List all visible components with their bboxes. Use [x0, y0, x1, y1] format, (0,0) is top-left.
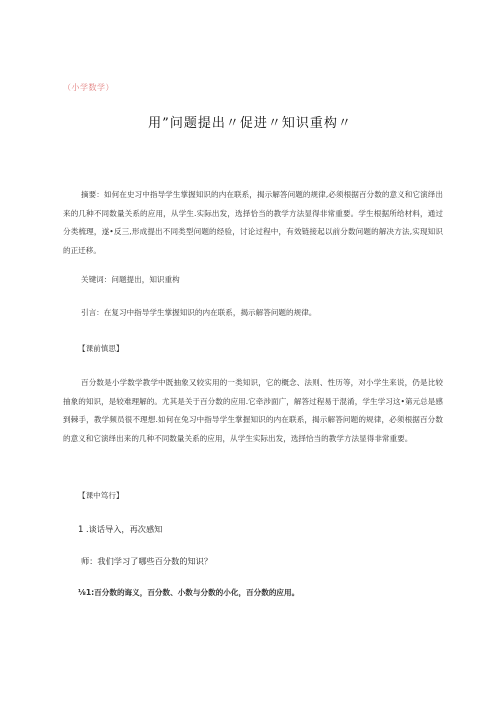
list-item-number: 1: [78, 525, 84, 535]
section-heading-in-class: 【课中笃行】: [78, 491, 124, 500]
student-line: ⅛1:百分数的诲义，百分数、小数与分数的小化，百分数的应用。: [78, 588, 300, 597]
list-item-text: .谈话导入，再次感知: [86, 524, 163, 534]
subject-tag: （小学数学）: [63, 83, 114, 92]
teacher-line: 师：我们学习了哪些百分数的知识？: [81, 556, 213, 566]
article-title: 用”问题提出〃促进〃知识重构〃: [148, 116, 352, 131]
section-heading-pre-class: 【课前慎思】: [78, 344, 124, 353]
list-item-1: [78, 523, 162, 536]
intro-line: 引言：在复习中指导学生掌握知识的内在联系，揭示解答问题的规律。: [81, 308, 317, 317]
keywords-line: 关键词：问题提出，知识重构: [81, 275, 180, 284]
pre-class-paragraph: 百分数是小学数学教学中既抽象又较实用的一类知识，它的概念、法则、性历等，对小学生来说，仍是比较抽象的知识，是较难理解的。尤其是关于百分数的应用.它牵涉面广，解答过程易于混淆，学生学习这•第元总是感到棘手，教学频员很不理想.如何在兔习中指导学生掌握知识的内在联系，揭示解答问题的规律，必须根据百分数的意义和它演绎出来的几种不同数量关系的应用，从学生实际出发，选择恰当的教学方法显得非常重要。: [63, 378, 443, 443]
abstract-paragraph: 摘要：如何在史习中指导学生掌握知识的内在联系，揭示解答问题的规律,必须根据百分数的意义和它演绎出来的几种不同数量关系的应用，从学生.实际出发，选择恰当的教学方法显得非常重要。学生根据所给材料，通过分类梳理，遂•反三,形成提出不同类型问题的经验，讨论过程中，有效链接起以前分数问题的解决方法,实现知识的正迁移。: [63, 190, 443, 255]
